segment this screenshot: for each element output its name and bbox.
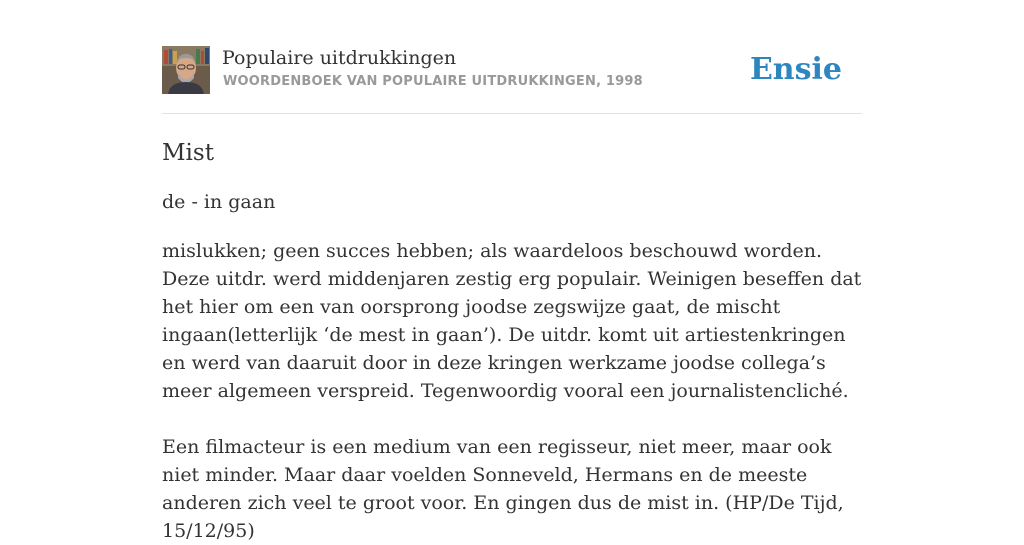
source-title[interactable]: Populaire uitdrukkingen (222, 47, 457, 69)
brand-logo[interactable]: Ensie (749, 52, 842, 87)
author-avatar[interactable] (162, 46, 210, 94)
source-subtitle: WOORDENBOEK VAN POPULAIRE UITDRUKKINGEN, 1998 (223, 74, 643, 89)
author-portrait-icon (162, 46, 210, 94)
entry-card (162, 46, 862, 545)
entry-headword: Mist (162, 140, 214, 166)
entry-phrase: de - in gaan (162, 191, 276, 213)
source-header (162, 46, 862, 114)
entry-definition: mislukken; geen succes hebben; als waardeloos beschouwd worden. Deze uitdr. werd middenjaren zestig erg populair. Weinigen beseffen dat het hier om een van oorsprong joodse zegswijze gaat, de mischt ingaan(letterlijk ‘de mest in gaan’). De uitdr. komt uit artiestenkringen en werd van daaruit door in deze kringen werkzame joodse collega’s meer algemeen verspreid. Tegenwoordig vooral een journalistencliché. Een filmacteur is een medium van een regisseur, niet meer, maar ook niet minder. Maar daar voelden Sonneveld, Hermans en de meeste anderen zich veel te groot voor. En gingen dus de mist in. (HP/De Tijd, 15/12/95) (162, 240, 862, 542)
